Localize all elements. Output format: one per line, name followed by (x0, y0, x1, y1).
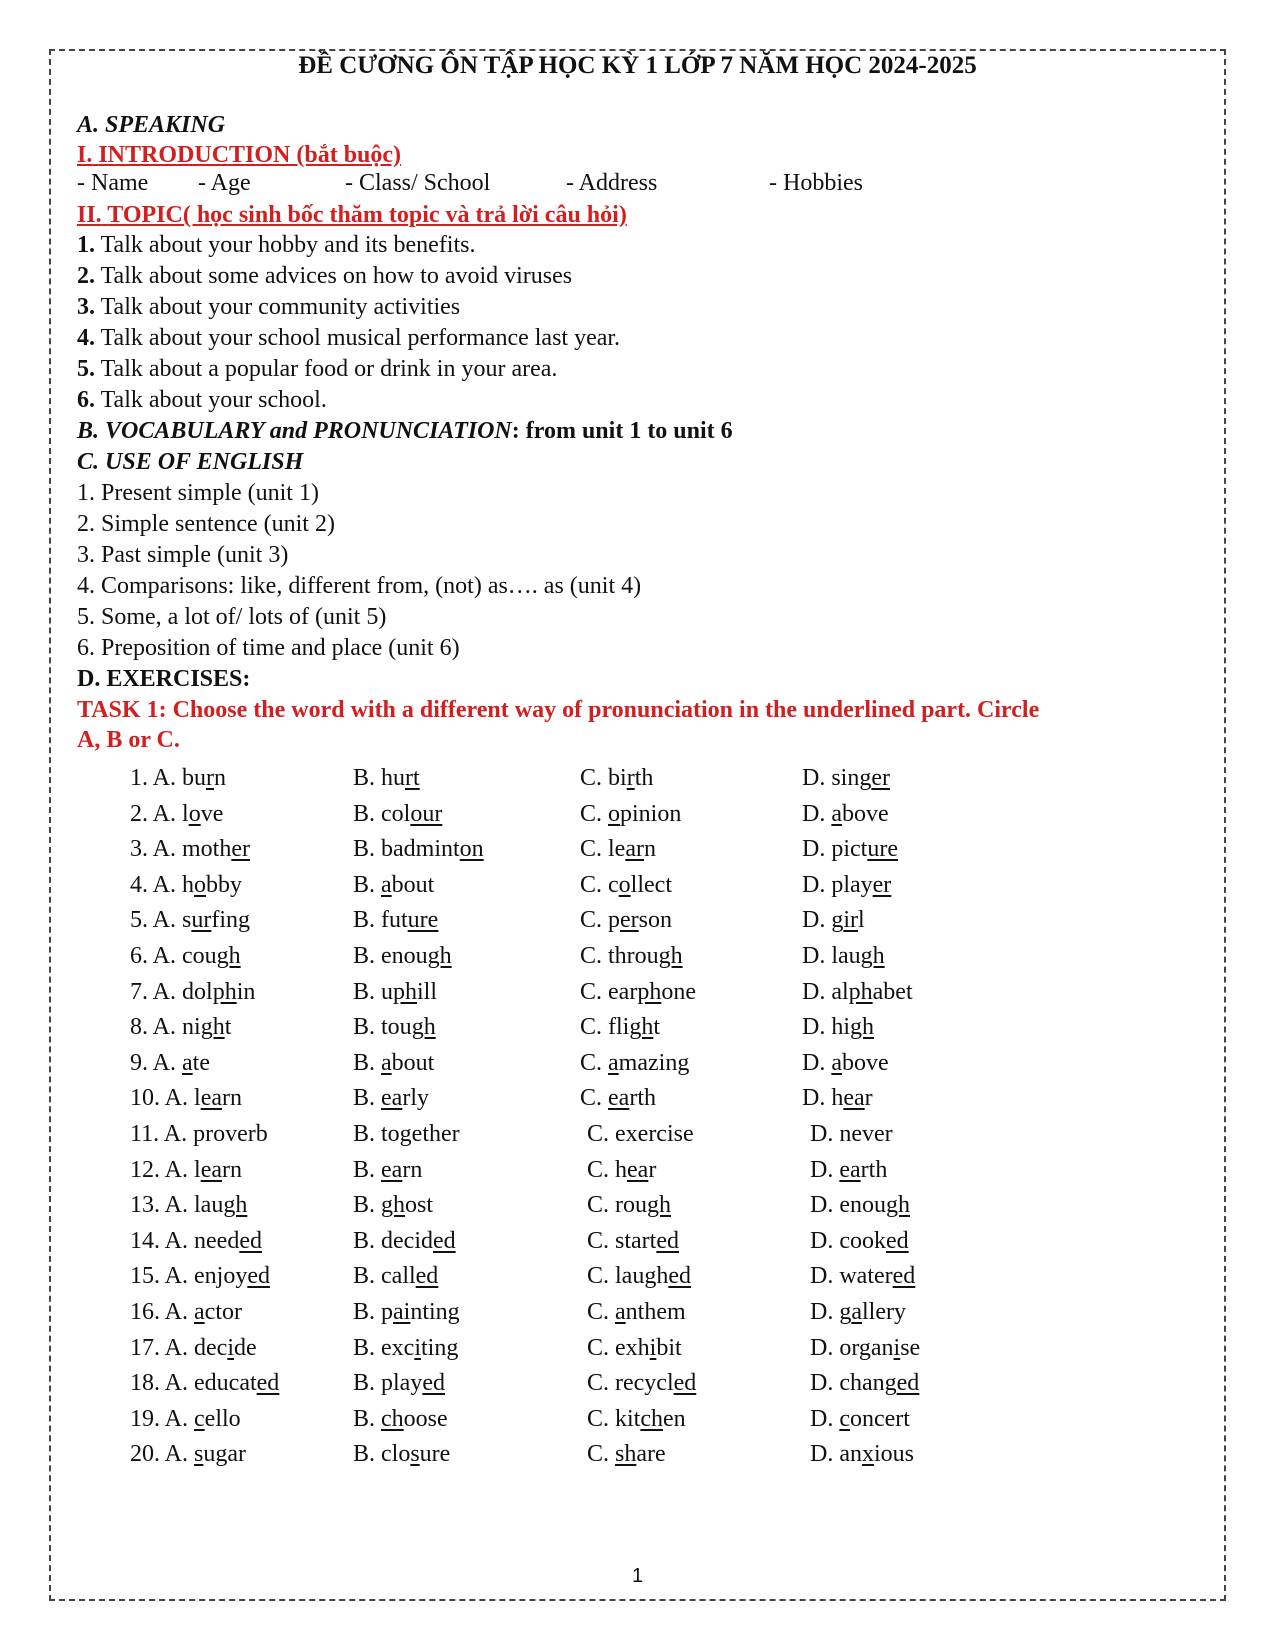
underlined-part: gh (427, 943, 452, 969)
answer-option-a: 4. A. hobby (130, 871, 243, 898)
answer-option-a: 17. A. decide (130, 1334, 257, 1361)
question-row (0, 836, 1275, 866)
underlined-part: c (839, 1405, 850, 1432)
underlined-part: gh (381, 1192, 406, 1219)
question-row (0, 1406, 1275, 1436)
topic-heading-num: II. (77, 202, 102, 228)
underlined-part: gh (647, 1192, 671, 1219)
topic-item: 5. Talk about a popular food or drink in your area. (77, 356, 558, 382)
underlined-part: on (459, 836, 484, 863)
underlined-part: i (893, 1334, 901, 1361)
underlined-part: ed (896, 1370, 920, 1397)
answer-option-b: B. badminton (353, 836, 484, 863)
underlined-part: ed (892, 1263, 916, 1290)
answer-option-b: B. decided (353, 1227, 456, 1254)
underlined-part: o (608, 800, 621, 827)
question-row (0, 1441, 1275, 1471)
underlined-part: ea (843, 1085, 865, 1112)
intro-item-name: - Name (77, 170, 149, 196)
grammar-item: 4. Comparisons: like, different from, (not) as…. as (unit 4) (77, 573, 642, 599)
underlined-part: gh (411, 1014, 436, 1041)
answer-option-a: 2. A. love (130, 800, 224, 827)
topic-item: 1. Talk about your hobby and its benefits. (77, 232, 476, 258)
question-row (0, 1335, 1275, 1365)
underlined-part: er (231, 836, 250, 863)
underlined-part: a (381, 1049, 392, 1076)
page-title: ĐỀ CƯƠNG ÔN TẬP HỌC KỲ 1 LỚP 7 NĂM HỌC 2024-2025 (298, 52, 977, 79)
answer-option-b: B. exciting (353, 1334, 459, 1361)
underlined-part: ir (843, 907, 859, 934)
underlined-part: ed (247, 1263, 270, 1290)
answer-option-a: 10. A. learn (130, 1085, 242, 1112)
underlined-part: ea (627, 1156, 649, 1183)
underlined-part: i (649, 1334, 657, 1361)
question-row (0, 765, 1275, 795)
answer-option-b: B. enough (353, 943, 452, 969)
intro-item-address: - Address (566, 170, 658, 196)
underlined-part: x (861, 1441, 874, 1468)
grammar-item: 5. Some, a lot of/ lots of (unit 5) (77, 604, 387, 630)
topic-item: 3. Talk about your community activities (77, 294, 461, 320)
underlined-part: r (626, 765, 635, 791)
answer-option-a: 5. A. surfing (130, 907, 251, 934)
underlined-part: ur (191, 907, 212, 934)
underlined-part: ph (848, 978, 873, 1005)
question-row (0, 1014, 1275, 1044)
underlined-part: ph (212, 978, 237, 1005)
intro-heading (77, 140, 401, 170)
answer-option-a: 11. A. proverb (130, 1121, 268, 1147)
underlined-part: i (414, 1334, 421, 1361)
underlined-part: ea (381, 1156, 403, 1183)
answer-option-c: C. flight (580, 1014, 661, 1041)
question-row (0, 943, 1275, 973)
underlined-part: ea (200, 1156, 222, 1183)
answer-option-c: C. anthem (587, 1299, 686, 1325)
question-row (0, 1085, 1275, 1115)
answer-option-b: B. called (353, 1263, 439, 1290)
topic-heading-text: TOPIC( học sinh bốc thăm topic và trả lời câu hỏi) (107, 202, 627, 228)
underlined-part: ea (381, 1085, 403, 1112)
underlined-part: ed (256, 1370, 280, 1397)
underlined-part: gh (885, 1192, 910, 1219)
underlined-part: gh (850, 1014, 874, 1041)
underlined-part: ure (407, 907, 439, 934)
answer-option-c: C. collect (580, 871, 672, 898)
question-row (0, 1192, 1275, 1222)
question-row (0, 1263, 1275, 1293)
answer-option-d: D. player (802, 871, 892, 898)
answer-option-b: B. hurt (353, 765, 420, 791)
underlined-part: a (381, 871, 392, 898)
underlined-part: a (831, 1049, 842, 1076)
answer-option-d: D. laugh (802, 943, 885, 969)
section-d-heading: D. EXERCISES: (77, 666, 251, 692)
task1-instruction-line2: A, B or C. (77, 727, 180, 753)
answer-option-b: B. closure (353, 1441, 451, 1468)
underlined-part: gh (658, 943, 683, 969)
question-row (0, 979, 1275, 1009)
answer-option-c: C. earth (580, 1085, 656, 1112)
answer-option-a: 15. A. enjoyed (130, 1263, 270, 1290)
underlined-part: ea (839, 1156, 861, 1183)
underlined-part: a (831, 800, 842, 827)
underlined-part: ph (393, 978, 418, 1005)
answer-option-a: 9. A. ate (130, 1049, 210, 1076)
intro-heading-num: I. (77, 142, 93, 168)
answer-option-c: C. exhibit (587, 1334, 682, 1361)
underlined-part: ea (608, 1085, 630, 1112)
answer-option-a: 1. A. burn (130, 765, 227, 791)
question-row (0, 1157, 1275, 1187)
answer-option-c: C. kitchen (587, 1405, 686, 1432)
answer-option-d: D. watered (810, 1263, 916, 1290)
underlined-part: ed (668, 1263, 691, 1290)
answer-option-a: 3. A. mother (130, 836, 250, 863)
answer-option-b: B. tough (353, 1014, 436, 1041)
underlined-part: gh (860, 943, 885, 969)
answer-option-a: 14. A. needed (130, 1227, 262, 1254)
underlined-part: i (227, 1334, 234, 1361)
question-row (0, 872, 1275, 902)
answer-option-c: C. person (580, 907, 673, 934)
answer-option-d: D. earth (810, 1156, 888, 1183)
underlined-part: o (188, 800, 201, 827)
answer-option-d: D. high (802, 1014, 874, 1041)
answer-option-b: B. choose (353, 1405, 448, 1432)
answer-option-d: D. singer (802, 765, 890, 791)
answer-option-b: B. ghost (353, 1192, 434, 1219)
underlined-part: a (615, 1299, 626, 1325)
topic-heading (77, 200, 627, 230)
answer-option-a: 8. A. night (130, 1014, 232, 1041)
underlined-part: ed (656, 1227, 679, 1254)
answer-option-d: D. changed (810, 1370, 920, 1397)
answer-option-a: 20. A. sugar (130, 1441, 247, 1468)
answer-option-d: D. gallery (810, 1299, 906, 1325)
underlined-part: er (871, 765, 890, 791)
underlined-part: er (620, 907, 639, 934)
section-a-heading: A. SPEAKING (77, 112, 226, 138)
answer-option-a: 18. A. educated (130, 1370, 280, 1397)
underlined-part: ed (422, 1370, 445, 1397)
grammar-item: 6. Preposition of time and place (unit 6) (77, 635, 460, 661)
answer-option-c: C. started (587, 1227, 679, 1254)
answer-option-b: B. early (353, 1085, 429, 1112)
intro-item-class: - Class/ School (345, 170, 491, 196)
underlined-part: c (194, 1405, 205, 1432)
underlined-part: ch (381, 1405, 404, 1432)
answer-option-c: C. share (587, 1441, 666, 1468)
underlined-part: a (194, 1299, 205, 1325)
question-row (0, 1299, 1275, 1329)
intro-heading-text: INTRODUCTION (bắt buộc) (98, 142, 402, 168)
question-row (0, 1370, 1275, 1400)
underlined-part: gh (200, 1014, 225, 1041)
grammar-item: 2. Simple sentence (unit 2) (77, 511, 335, 537)
topic-item: 6. Talk about your school. (77, 387, 327, 413)
answer-option-d: D. cooked (810, 1227, 909, 1254)
answer-option-d: D. enough (810, 1192, 910, 1219)
underlined-part: rt (405, 765, 420, 791)
answer-option-b: B. uphill (353, 978, 438, 1005)
answer-option-a: 7. A. dolphin (130, 978, 256, 1005)
underlined-part: gh (216, 943, 241, 969)
answer-option-c: C. laughed (587, 1263, 691, 1290)
question-row (0, 907, 1275, 937)
underlined-part: gh (223, 1192, 248, 1219)
question-row (0, 1050, 1275, 1080)
answer-option-c: C. earphone (580, 978, 696, 1005)
answer-option-a: 13. A. laugh (130, 1192, 248, 1219)
underlined-part: ea (200, 1085, 222, 1112)
intro-item-hobbies: - Hobbies (769, 170, 863, 196)
underlined-part: ph (637, 978, 662, 1005)
answer-option-d: D. above (802, 800, 889, 827)
underlined-part: ai (393, 1299, 411, 1325)
section-b-heading: B. VOCABULARY and PRONUNCIATION: from unit 1 to unit 6 (77, 418, 733, 444)
answer-option-a: 6. A. cough (130, 943, 241, 969)
answer-option-c: C. rough (587, 1192, 671, 1219)
underlined-part: ed (885, 1227, 909, 1254)
answer-option-d: D. picture (802, 836, 898, 863)
answer-option-d: D. above (802, 1049, 889, 1076)
underlined-part: ed (673, 1370, 697, 1397)
question-row (0, 1228, 1275, 1258)
answer-option-c: C. birth (580, 765, 654, 791)
answer-option-a: 19. A. cello (130, 1405, 241, 1432)
underlined-part: a (182, 1049, 193, 1076)
underlined-part: our (410, 800, 443, 827)
underlined-part: a (851, 1299, 862, 1325)
task1-instruction-line1: TASK 1: Choose the word with a different way of pronunciation in the underlined part. Circle (77, 697, 1040, 723)
underlined-part: s (194, 1441, 204, 1468)
grammar-item: 1. Present simple (unit 1) (77, 480, 319, 506)
section-c-heading: C. USE OF ENGLISH (77, 449, 304, 475)
topic-item: 2. Talk about some advices on how to avoid viruses (77, 263, 573, 289)
underlined-part: ch (640, 1405, 663, 1432)
answer-option-b: B. colour (353, 800, 443, 827)
answer-option-d: D. never (810, 1121, 893, 1147)
answer-option-c: C. recycled (587, 1370, 697, 1397)
grammar-item: 3. Past simple (unit 3) (77, 542, 289, 568)
answer-option-d: D. alphabet (802, 978, 913, 1005)
answer-option-b: B. together (353, 1121, 460, 1147)
underlined-part: s (410, 1441, 420, 1468)
answer-option-c: C. learn (580, 836, 656, 863)
underlined-part: er (872, 871, 892, 898)
answer-option-b: B. played (353, 1370, 445, 1397)
answer-option-c: C. through (580, 943, 683, 969)
answer-option-c: C. exercise (587, 1121, 694, 1147)
answer-option-b: B. about (353, 871, 435, 898)
answer-option-c: C. amazing (580, 1049, 690, 1076)
answer-option-d: D. concert (810, 1405, 910, 1432)
answer-option-a: 16. A. actor (130, 1299, 242, 1325)
answer-option-b: B. earn (353, 1156, 423, 1183)
answer-option-c: C. opinion (580, 800, 682, 827)
underlined-part: r (206, 765, 215, 791)
answer-option-a: 12. A. learn (130, 1156, 242, 1183)
answer-option-c: C. hear (587, 1156, 657, 1183)
underlined-part: gh (629, 1014, 654, 1041)
answer-option-b: B. future (353, 907, 439, 934)
underlined-part: ed (415, 1263, 439, 1290)
answer-option-b: B. painting (353, 1299, 460, 1325)
intro-item-age: - Age (198, 170, 251, 196)
answer-option-d: D. girl (802, 907, 865, 934)
answer-option-b: B. about (353, 1049, 435, 1076)
topic-item: 4. Talk about your school musical performance last year. (77, 325, 621, 351)
underlined-part: ed (239, 1227, 262, 1254)
underlined-part: ure (867, 836, 898, 863)
underlined-part: a (608, 1049, 619, 1076)
question-row (0, 1121, 1275, 1151)
question-row (0, 801, 1275, 831)
underlined-part: ar (625, 836, 644, 863)
underlined-part: o (618, 871, 631, 898)
page-number: 1 (631, 1565, 644, 1587)
answer-option-d: D. anxious (810, 1441, 914, 1468)
answer-option-d: D. hear (802, 1085, 873, 1112)
underlined-part: o (194, 871, 207, 898)
underlined-part: sh (615, 1441, 637, 1468)
underlined-part: ed (432, 1227, 456, 1254)
answer-option-d: D. organise (810, 1334, 921, 1361)
